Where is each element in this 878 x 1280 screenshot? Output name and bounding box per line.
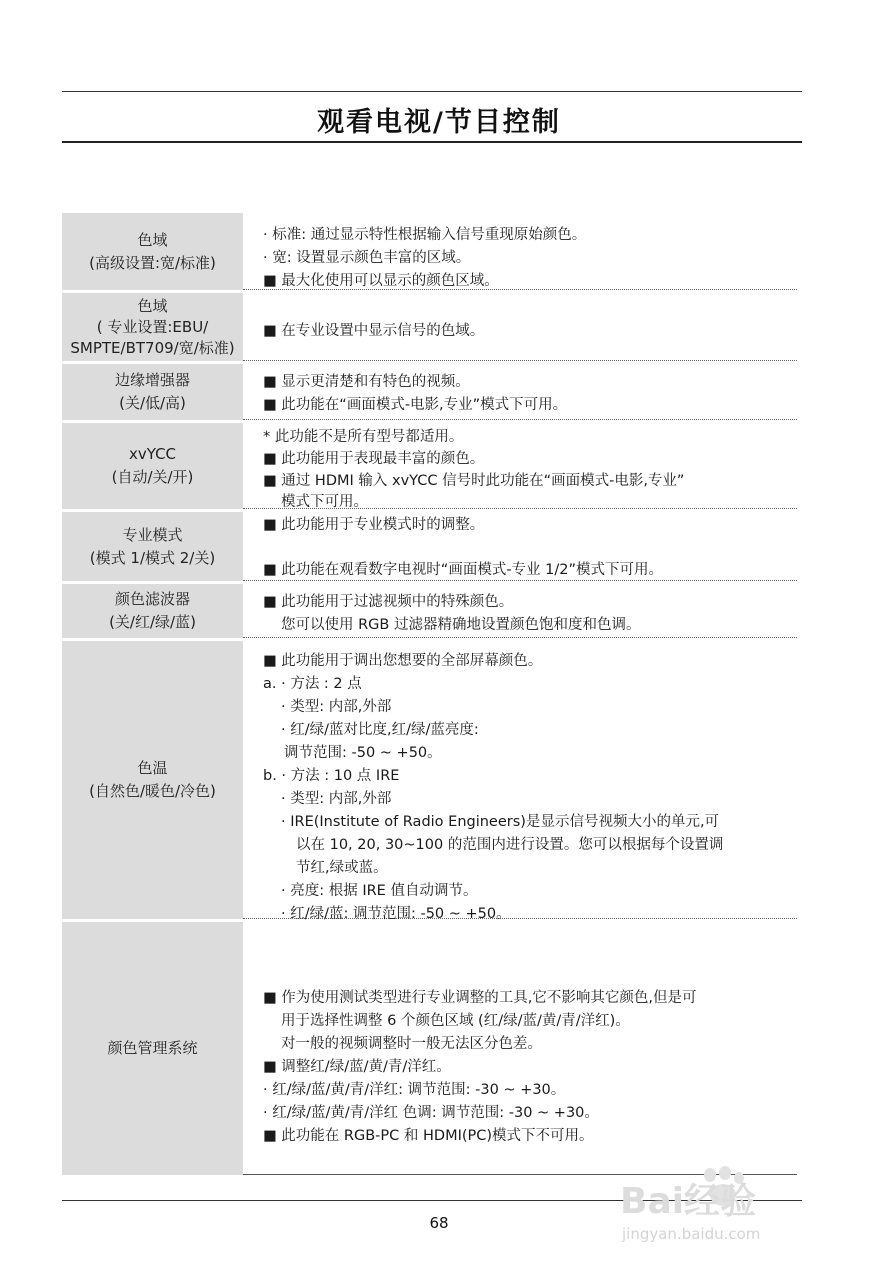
row-label-line: (自动/关/开): [111, 468, 194, 486]
row-label-line: xvYCC: [128, 445, 177, 463]
description-line: · 类型: 内部,外部: [281, 699, 392, 715]
description-line: · 红/绿/蓝: 调节范围: -50 ~ +50。: [281, 906, 511, 922]
watermark-url: jingyan.baidu.com: [622, 1225, 761, 1243]
row-description: [243, 641, 797, 922]
row-label-line: (高级设置:宽/标准): [89, 253, 216, 272]
row-label-line: SMPTE/BT709/宽/标准): [70, 338, 235, 357]
description-line: 以在 10, 20, 30~100 的范围内进行设置。您可以根据每个设置调: [296, 837, 724, 853]
description-line: ■ 调整红/绿/蓝/黄/青/洋红。: [263, 1059, 451, 1075]
row-label-line: 专业模式: [122, 525, 183, 544]
description-line: 您可以使用 RGB 过滤器精确地设置颜色饱和度和色调。: [281, 617, 641, 633]
description-line: ■ 作为使用测试类型进行专业调整的工具,它不影响其它颜色,但是可: [263, 990, 697, 1006]
table-row-color-gamut-expert: [62, 293, 797, 361]
row-label-line: (关/红/绿/蓝): [109, 613, 196, 631]
description-line: 节红,绿或蓝。: [296, 860, 388, 876]
description-line: ■ 此功能在“画面模式-电影,专业”模式下可用。: [263, 397, 568, 413]
baidu-watermark: [618, 1165, 828, 1250]
description-line: · 亮度: 根据 IRE 值自动调节。: [281, 883, 478, 899]
page-title: 观看电视/节目控制: [317, 107, 561, 138]
row-label-line: 色温: [137, 759, 168, 777]
row-description: [243, 922, 797, 1175]
watermark-brand: Bai经验: [620, 1181, 757, 1222]
row-label: [62, 364, 243, 420]
row-label: [62, 584, 243, 638]
description-line: ■ 此功能用于表现最丰富的颜色。: [263, 451, 485, 467]
description-line: ■ 通过 HDMI 输入 xvYCC 信号时此功能在“画面模式-电影,专业”: [263, 473, 685, 489]
description-line: ■ 此功能在观看数字电视时“画面模式-专业 1/2”模式下可用。: [263, 562, 664, 578]
table-row-color-management-system: [62, 922, 797, 1175]
row-label: [62, 213, 243, 290]
table-row-expert-mode: [62, 512, 797, 581]
row-label-line: 颜色管理系统: [107, 1039, 198, 1057]
table-row-xvycc: [62, 423, 797, 509]
row-label: [62, 423, 243, 509]
description-line: · 红/绿/蓝/黄/青/洋红 色调: 调节范围: -30 ~ +30。: [263, 1105, 599, 1121]
description-line: · 标准: 通过显示特性根据输入信号重现原始颜色。: [263, 227, 587, 243]
row-label-line: (关/低/高): [119, 394, 186, 412]
description-line: · 类型: 内部,外部: [281, 791, 392, 807]
description-line: 模式下可用。: [281, 494, 368, 510]
row-label-line: (模式 1/模式 2/关): [89, 548, 216, 567]
row-label-line: 边缘增强器: [114, 371, 190, 389]
settings-table: [62, 213, 797, 1175]
row-description: [243, 423, 797, 509]
description-line: 调节范围: -50 ~ +50。: [284, 745, 442, 761]
table-row-color-filter: [62, 584, 797, 638]
description-line: · 宽: 设置显示颜色丰富的区域。: [263, 250, 471, 266]
row-label: [62, 512, 243, 581]
row-label-line: ( 专业设置:EBU/: [96, 317, 209, 336]
row-description: [243, 213, 797, 290]
row-description: [243, 293, 797, 361]
description-line: * 此功能不是所有型号都适用。: [263, 429, 464, 445]
title-rule: [62, 141, 802, 143]
description-line: ■ 此功能用于调出您想要的全部屏幕颜色。: [263, 653, 543, 669]
row-label: [62, 293, 243, 361]
row-label: [62, 641, 243, 919]
table-row-edge-enhancer: [62, 364, 797, 420]
page-number: 68: [429, 1214, 449, 1232]
row-label: [62, 922, 243, 1175]
description-line: b. · 方法 : 10 点 IRE: [263, 768, 400, 784]
row-label-line: (自然色/暖色/冷色): [89, 782, 216, 800]
description-line: ■ 此功能在 RGB-PC 和 HDMI(PC)模式下不可用。: [263, 1128, 594, 1144]
row-label-line: 色域: [137, 296, 168, 315]
description-line: · IRE(Institute of Radio Engineers)是显示信号视频大小的单元,可: [281, 814, 720, 830]
row-label-line: 色域: [137, 230, 168, 249]
description-line: ■ 此功能用于过滤视频中的特殊颜色。: [263, 594, 514, 610]
row-description: [243, 584, 797, 638]
description-line: 用于选择性调整 6 个颜色区域 (红/绿/蓝/黄/青/洋红)。: [281, 1013, 630, 1029]
table-row-color-gamut-advanced: [62, 213, 797, 290]
description-line: ■ 显示更清楚和有特色的视频。: [263, 374, 470, 390]
row-description: [243, 512, 797, 581]
description-line: 对一般的视频调整时一般无法区分色差。: [281, 1036, 542, 1052]
description-line: ■ 在专业设置中显示信号的色域。: [263, 323, 485, 339]
table-row-color-temperature: [62, 641, 797, 922]
description-line: · 红/绿/蓝/黄/青/洋红: 调节范围: -30 ~ +30。: [263, 1082, 566, 1098]
top-rule: [62, 91, 802, 92]
description-line: ■ 此功能用于专业模式时的调整。: [263, 517, 485, 533]
description-line: · 红/绿/蓝对比度,红/绿/蓝亮度:: [281, 722, 479, 738]
description-line: ■ 最大化使用可以显示的颜色区域。: [263, 273, 499, 289]
description-line: a. · 方法 : 2 点: [263, 676, 362, 692]
row-label-line: 颜色滤波器: [114, 590, 190, 608]
row-description: [243, 364, 797, 420]
